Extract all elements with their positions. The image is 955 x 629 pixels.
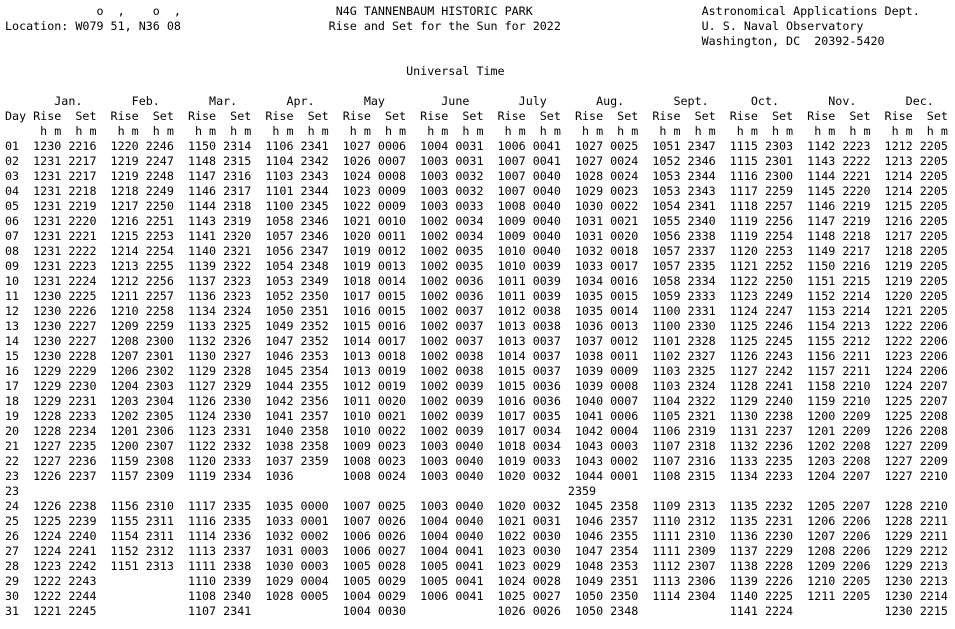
table-row: 23 1226 2237 1157 2309 1119 2334 1036 1008 0024 1003 0040 1020 0032 1044 0001 1108 2315 1134 2233 1204 2207 1227 2210 (5, 469, 948, 483)
table-row: 27 1224 2241 1152 2312 1113 2337 1031 0003 1006 0027 1004 0041 1023 0030 1047 2354 1111 2309 1137 2229 1208 2206 1229 2212 (5, 544, 948, 558)
unit-header: h m h m h m h m h m h m h m h m h m h m h m h m h m h m h m h m h m h m h m h m h m h m h m h m (5, 124, 948, 138)
table-row: 29 1222 2243 1110 2339 1029 0004 1005 0029 1005 0041 1024 0028 1049 2351 1113 2306 1139 2226 1210 2205 1230 2213 (5, 574, 948, 588)
table-row: 12 1230 2226 1210 2258 1134 2324 1050 2351 1016 0015 1002 0037 1012 0038 1035 0014 1100 2331 1124 2247 1153 2214 1221 2205 (5, 304, 948, 318)
table-row: 03 1231 2217 1219 2248 1147 2316 1103 2343 1024 0008 1003 0032 1007 0040 1028 0024 1053 2344 1116 2300 1144 2221 1214 2205 (5, 169, 948, 183)
table-row: 23 2359 (5, 484, 597, 498)
table-row: 08 1231 2222 1214 2254 1140 2321 1056 2347 1019 0012 1002 0035 1010 0040 1032 0018 1057 2337 1120 2253 1149 2217 1218 2205 (5, 244, 948, 258)
table-row: 24 1226 2238 1156 2310 1117 2335 1035 0000 1007 0025 1003 0040 1020 0032 1045 2358 1109 2313 1135 2232 1205 2207 1228 2210 (5, 499, 948, 513)
table-row: 30 1222 2244 1108 2340 1028 0005 1004 0029 1006 0041 1025 0027 1050 2350 1114 2304 1140 2225 1211 2205 1230 2214 (5, 589, 948, 603)
header-line-1: o , o , N4G TANNENBAUM HISTORIC PARK Astronomical Applications Dept. (5, 4, 920, 18)
table-row: 18 1229 2231 1203 2304 1126 2330 1042 2356 1011 0020 1002 0039 1016 0036 1040 0007 1104 2322 1129 2240 1159 2210 1225 2207 (5, 394, 948, 408)
table-row: 05 1231 2219 1217 2250 1144 2318 1100 2345 1022 0009 1003 0033 1008 0040 1030 0022 1054 2341 1118 2257 1146 2219 1215 2205 (5, 199, 948, 213)
table-row: 11 1230 2225 1211 2257 1136 2323 1052 2350 1017 0015 1002 0036 1011 0039 1035 0015 1059 2333 1123 2249 1152 2214 1220 2205 (5, 289, 948, 303)
table-row: 06 1231 2220 1216 2251 1143 2319 1058 2346 1021 0010 1002 0034 1009 0040 1031 0021 1055 2340 1119 2256 1147 2219 1216 2205 (5, 214, 948, 228)
table-row: 02 1231 2217 1219 2247 1148 2315 1104 2342 1026 0007 1003 0031 1007 0041 1027 0024 1052 2346 1115 2301 1143 2222 1213 2205 (5, 154, 948, 168)
header-line-2: Location: W079 51, N36 08 Rise and Set for the Sun for 2022 U. S. Naval Observatory (5, 19, 864, 33)
table-row: 07 1231 2221 1215 2253 1141 2320 1057 2346 1020 0011 1002 0034 1009 0040 1031 0020 1056 2338 1119 2254 1148 2218 1217 2205 (5, 229, 948, 243)
table-row: 15 1230 2228 1207 2301 1130 2327 1046 2353 1013 0018 1002 0038 1014 0037 1038 0011 1102 2327 1126 2243 1156 2211 1223 2206 (5, 349, 948, 363)
table-row: 26 1224 2240 1154 2311 1114 2336 1032 0002 1006 0026 1004 0040 1022 0030 1046 2355 1111 2310 1136 2230 1207 2206 1229 2211 (5, 529, 948, 543)
table-row: 17 1229 2230 1204 2303 1127 2329 1044 2355 1012 0019 1002 0039 1015 0036 1039 0008 1103 2324 1128 2241 1158 2210 1224 2207 (5, 379, 948, 393)
table-row: 19 1228 2233 1202 2305 1124 2330 1041 2357 1010 0021 1002 0039 1017 0035 1041 0006 1105 2321 1130 2238 1200 2209 1225 2208 (5, 409, 948, 423)
table-row: 10 1231 2224 1212 2256 1137 2323 1053 2349 1018 0014 1002 0036 1011 0039 1034 0016 1058 2334 1122 2250 1151 2215 1219 2205 (5, 274, 948, 288)
column-header: Day Rise Set Rise Set Rise Set Rise Set Rise Set Rise Set Rise Set Rise Set Rise Set Rise Set Rise Set Rise Set (5, 109, 948, 123)
table-row: 21 1227 2235 1200 2307 1122 2332 1038 2358 1009 0023 1003 0040 1018 0034 1043 0003 1107 2318 1132 2236 1202 2208 1227 2209 (5, 439, 948, 453)
table-row: 09 1231 2223 1213 2255 1139 2322 1054 2348 1019 0013 1002 0035 1010 0039 1033 0017 1057 2335 1121 2252 1150 2216 1219 2205 (5, 259, 948, 273)
table-row: 04 1231 2218 1218 2249 1146 2317 1101 2344 1023 0009 1003 0032 1007 0040 1029 0023 1053 2343 1117 2259 1145 2220 1214 2205 (5, 184, 948, 198)
table-row: 01 1230 2216 1220 2246 1150 2314 1106 2341 1027 0006 1004 0031 1006 0041 1027 0025 1051 2347 1115 2303 1142 2223 1212 2205 (5, 139, 948, 153)
time-scale-label: Universal Time (5, 64, 505, 78)
table-row: 16 1229 2229 1206 2302 1129 2328 1045 2354 1013 0019 1002 0038 1015 0037 1039 0009 1103 2325 1127 2242 1157 2211 1224 2206 (5, 364, 948, 378)
table-row: 14 1230 2227 1208 2300 1132 2326 1047 2352 1014 0017 1002 0037 1013 0037 1037 0012 1101 2328 1125 2245 1155 2212 1222 2206 (5, 334, 948, 348)
sun-rise-set-table (5, 4, 948, 619)
table-row: 20 1228 2234 1201 2306 1123 2331 1040 2358 1010 0022 1002 0039 1017 0034 1042 0004 1106 2319 1131 2237 1201 2209 1226 2208 (5, 424, 948, 438)
table-row: 28 1223 2242 1151 2313 1111 2338 1030 0003 1005 0028 1005 0041 1023 0029 1048 2353 1112 2307 1138 2228 1209 2206 1229 2213 (5, 559, 948, 573)
table-row: 22 1227 2236 1159 2308 1120 2333 1037 2359 1008 0023 1003 0040 1019 0033 1043 0002 1107 2316 1133 2235 1203 2208 1227 2209 (5, 454, 948, 468)
table-row: 25 1225 2239 1155 2311 1116 2335 1033 0001 1007 0026 1004 0040 1021 0031 1046 2357 1110 2312 1135 2231 1206 2206 1228 2211 (5, 514, 948, 528)
header-line-3: Washington, DC 20392-5420 (5, 34, 885, 48)
table-row: 31 1221 2245 1107 2341 1004 0030 1026 0026 1050 2348 1141 2224 1230 2215 (5, 604, 948, 618)
month-header: Jan. Feb. Mar. Apr. May June July Aug. Sept. Oct. Nov. Dec. (5, 94, 934, 108)
table-row: 13 1230 2227 1209 2259 1133 2325 1049 2352 1015 0016 1002 0037 1013 0038 1036 0013 1100 2330 1125 2246 1154 2213 1222 2206 (5, 319, 948, 333)
